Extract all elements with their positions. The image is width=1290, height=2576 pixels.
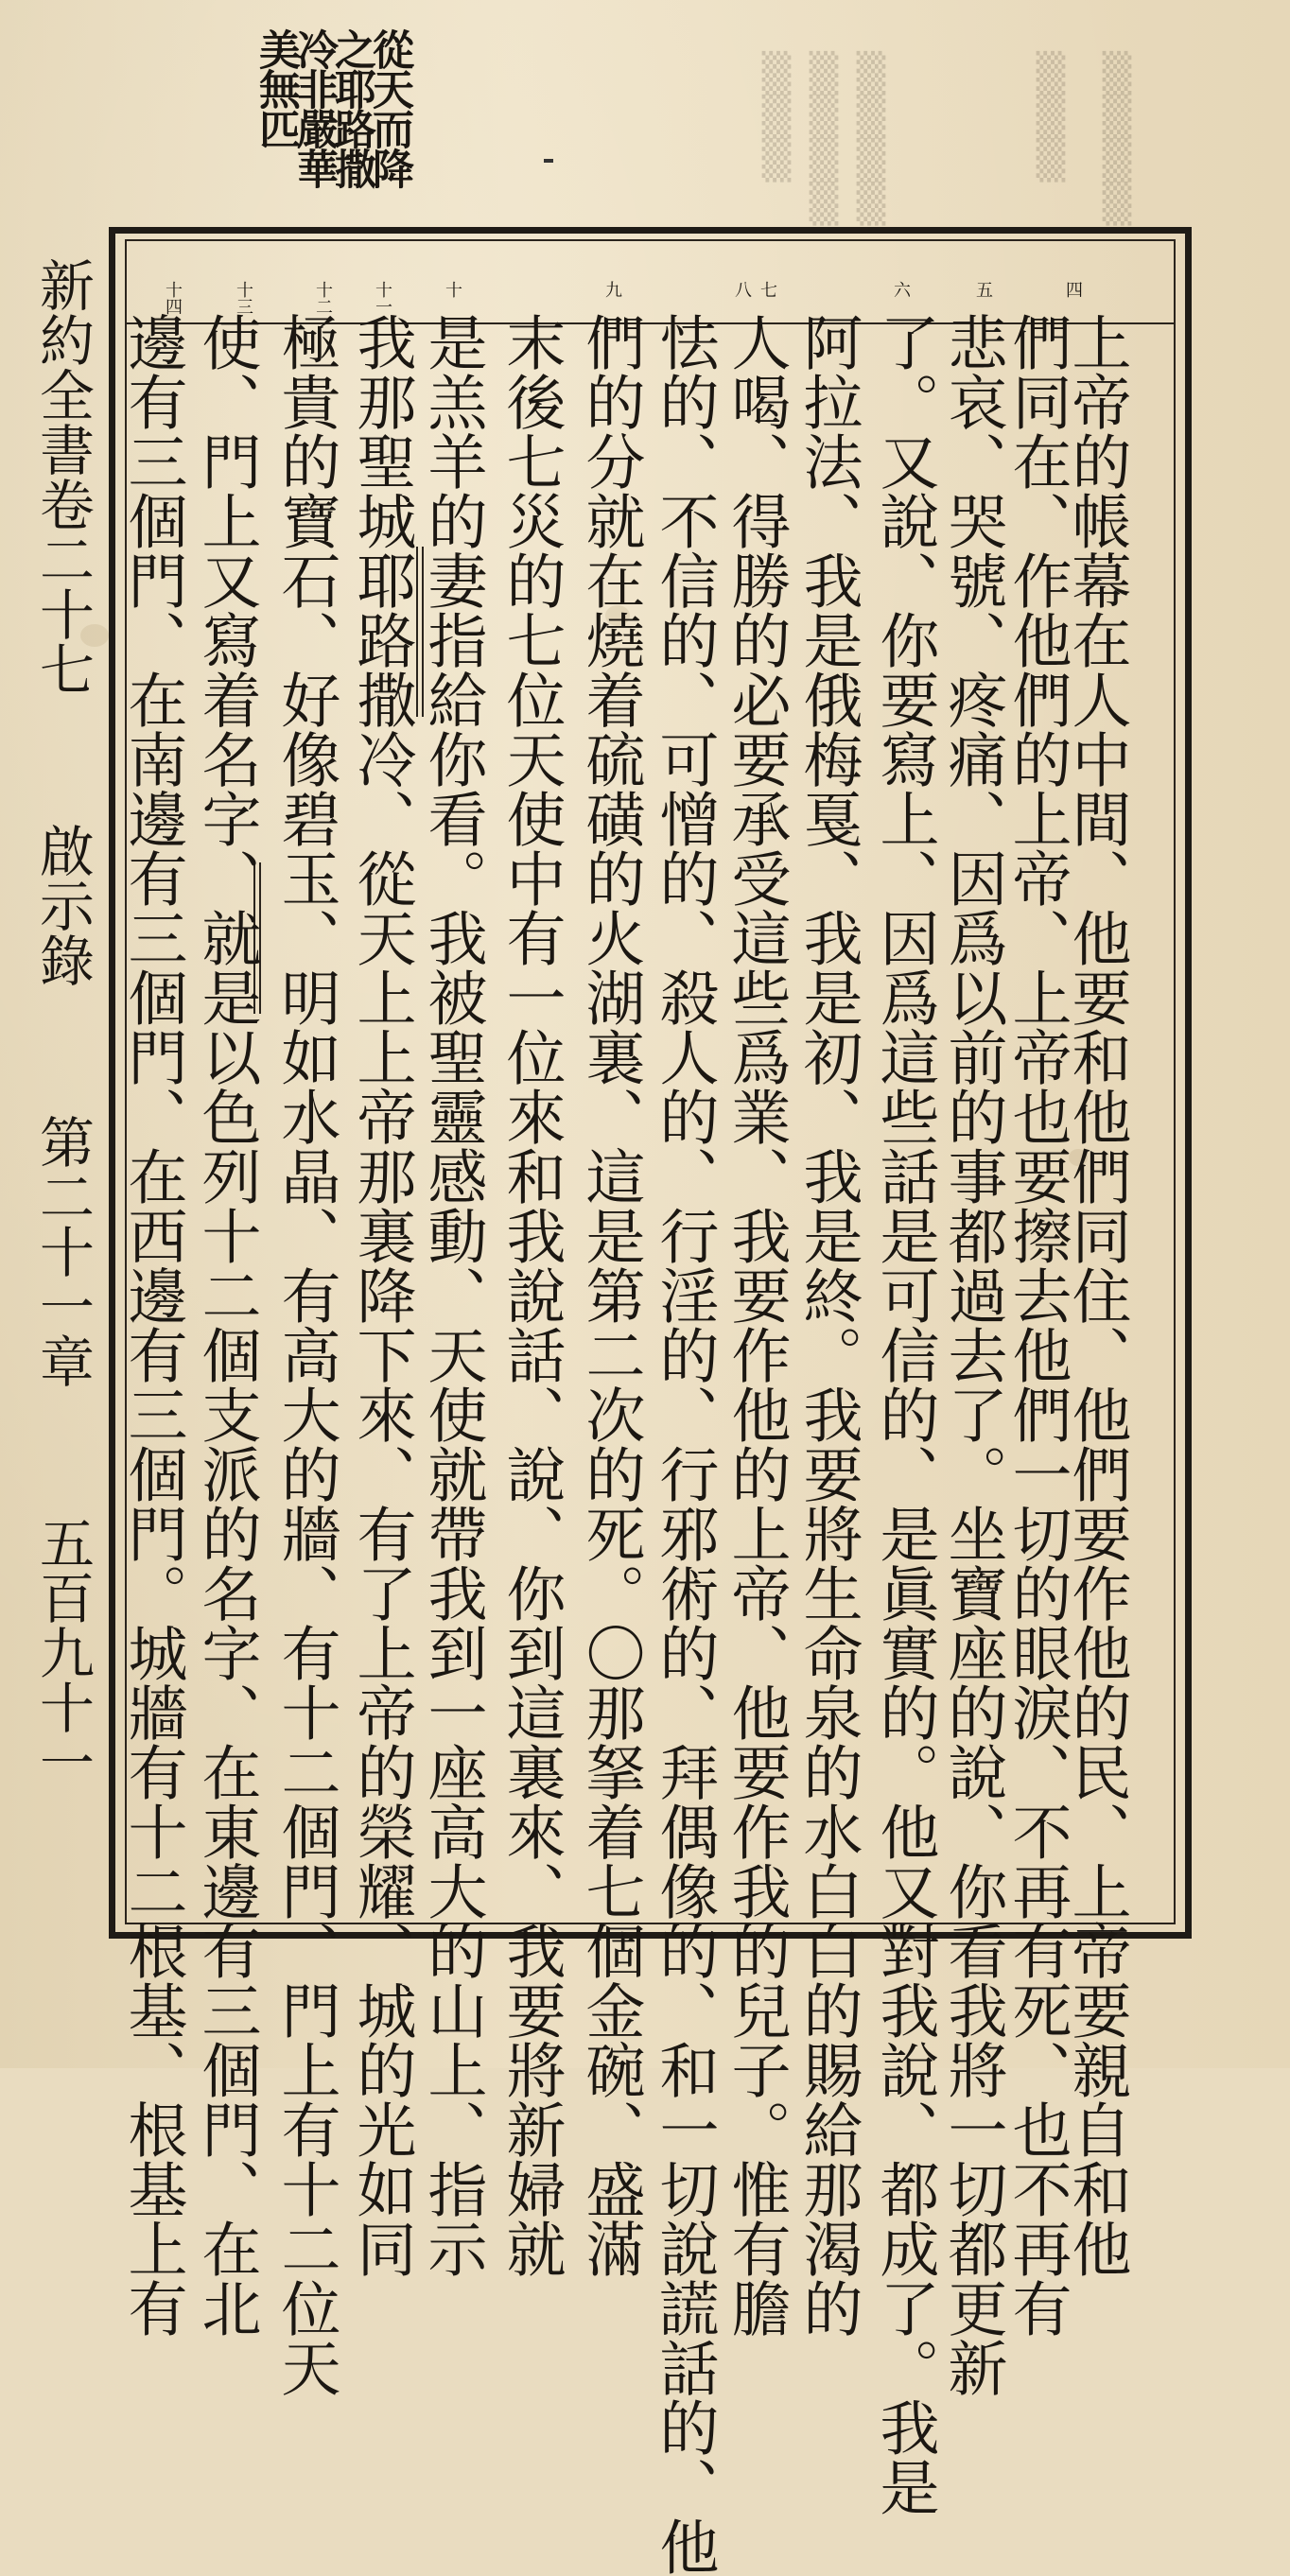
verse-number: 九 (602, 281, 622, 298)
verse-number: 七 (758, 281, 777, 298)
text-column: 極貴的寶石、好像碧玉、明如水晶、有高大的牆、有十二個門、門上有十二位天 (271, 312, 341, 2397)
bleed-through-text: ▒▒▒ (1029, 52, 1072, 183)
verse-number: 十四 (163, 281, 183, 315)
text-column: 了。又說、你要寫上、因爲這些話是可信的、是眞實的。他又對我說、都成了。我是 (870, 312, 940, 2516)
text-column: 阿拉法、我是俄梅戛、我是初、我是終。我要將生命泉的水白白的賜給那渴的 (793, 312, 863, 2338)
verse-number: 十 (443, 281, 462, 298)
text-column: 使、門上又寫着名字、就是以色列十二個支派的名字、在東邊有三個門、在北 (192, 312, 262, 2338)
verse-number: 四 (1063, 281, 1083, 298)
text-column: 末後七災的七位天使中有一位來和我說話、說、你到這裏來、我要將新婦就 (497, 312, 567, 2278)
text-column: 人喝、得勝的必要承受這些爲業、我要作他的上帝、他要作我的兒子。惟有膽 (722, 312, 792, 2338)
verse-number: 八 (732, 281, 752, 298)
heading-line: 從天而降 (365, 28, 413, 187)
bleed-through-text: ▒▒▒▒ (802, 52, 845, 226)
running-title (32, 257, 93, 1789)
margin-mark (544, 159, 553, 163)
bleed-through-text: ▒▒▒▒ (1095, 52, 1139, 226)
text-column: 上帝的帳幕在人中間、他要和他們同住、他們要作他的民、上帝要親自和他 (1062, 312, 1132, 2278)
text-column: 們的分就在燒着硫磺的火湖裏、這是第二次的死。〇那拏着七個金碗、盛滿 (576, 312, 646, 2278)
heading-line: 之耶路撒 (327, 28, 375, 187)
bleed-through-text: ▒▒▒▒ (849, 52, 893, 226)
text-column: 我那聖城耶路撒冷、從天上上帝那裏降下來、有了上帝的榮耀、城的光如同 (347, 312, 417, 2278)
verse-number: 六 (891, 281, 911, 298)
bleed-through-text: ▒▒▒ (755, 52, 798, 183)
verse-number: 五 (973, 281, 993, 298)
text-column: 邊有三個門、在南邊有三個門、在西邊有三個門。城牆有十二根基、根基上有 (118, 312, 188, 2338)
text-column: 是羔羊的妻指給你看。我被聖靈感動、天使就帶我到一座高大的山上、指示 (418, 312, 488, 2278)
heading-line: 冷非嚴華 (289, 28, 338, 187)
text-column: 悲哀、哭號、疼痛、因爲以前的事都過去了。坐寶座的說、你看我將一切都更新 (938, 312, 1008, 2397)
verse-number: 十二 (313, 281, 333, 315)
chapter-label: 第二十一章 (30, 1114, 95, 1388)
verse-number: 十三 (234, 281, 253, 315)
text-column: 怯的、不信的、可憎的、殺人的、行淫的、行邪術的、拜偶像的、和一切說謊話的、他 (650, 312, 720, 2576)
page-number: 五百九十一 (30, 1515, 95, 1789)
book-title: 新約全書卷二十七 (30, 257, 95, 696)
verse-number: 十一 (373, 281, 392, 315)
book-name: 啟示錄 (30, 823, 95, 987)
text-column: 們同在、作他們的上帝、上帝也要擦去他們一切的眼淚、不再有死、也不再有 (1002, 312, 1072, 2338)
heading-line: 美無匹 (252, 28, 300, 148)
